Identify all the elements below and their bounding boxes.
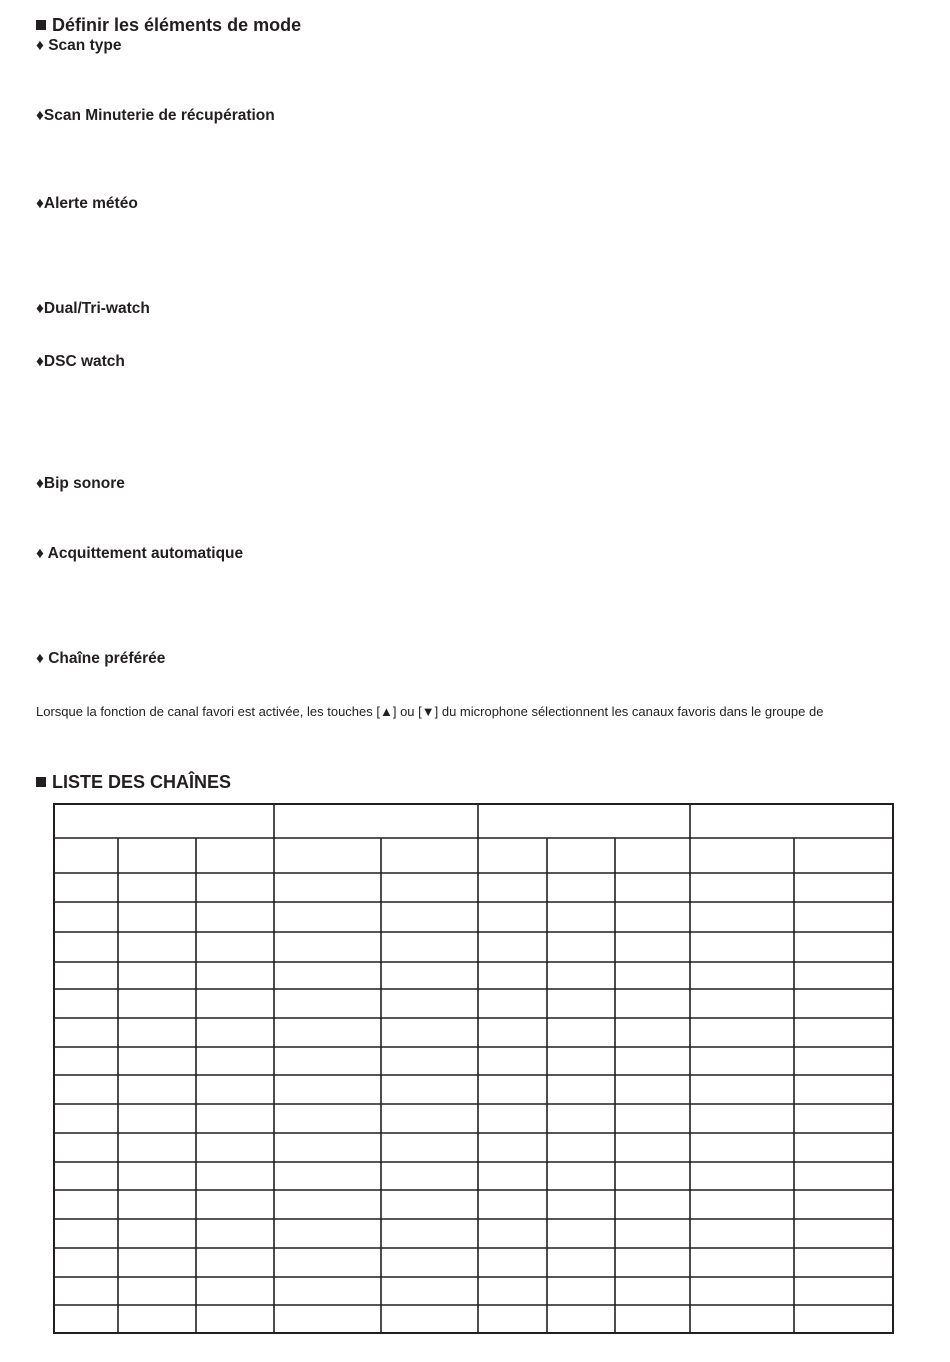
item-scan-type: ♦ Scan type <box>36 37 122 54</box>
favorite-channel-paragraph: Lorsque la fonction de canal favori est activée, les touches [▲] ou [▼] du microphone sélectionnent les canaux favoris dans le groupe de <box>36 704 824 719</box>
table-border <box>54 804 893 1333</box>
section-title-text: LISTE DES CHAÎNES <box>52 772 232 792</box>
item-scan-timer: ♦Scan Minuterie de récupération <box>36 107 275 124</box>
item-auto-ack: ♦ Acquittement automatique <box>36 545 244 562</box>
item-dual-tri-watch: ♦Dual/Tri-watch <box>36 300 150 317</box>
item-beep: ♦Bip sonore <box>36 475 125 492</box>
item-favorite-channel: ♦ Chaîne préférée <box>36 650 166 667</box>
item-dsc-watch: ♦DSC watch <box>36 353 125 370</box>
section-title-text: Définir les éléments de mode <box>52 15 302 35</box>
item-weather-alert: ♦Alerte météo <box>36 195 138 212</box>
